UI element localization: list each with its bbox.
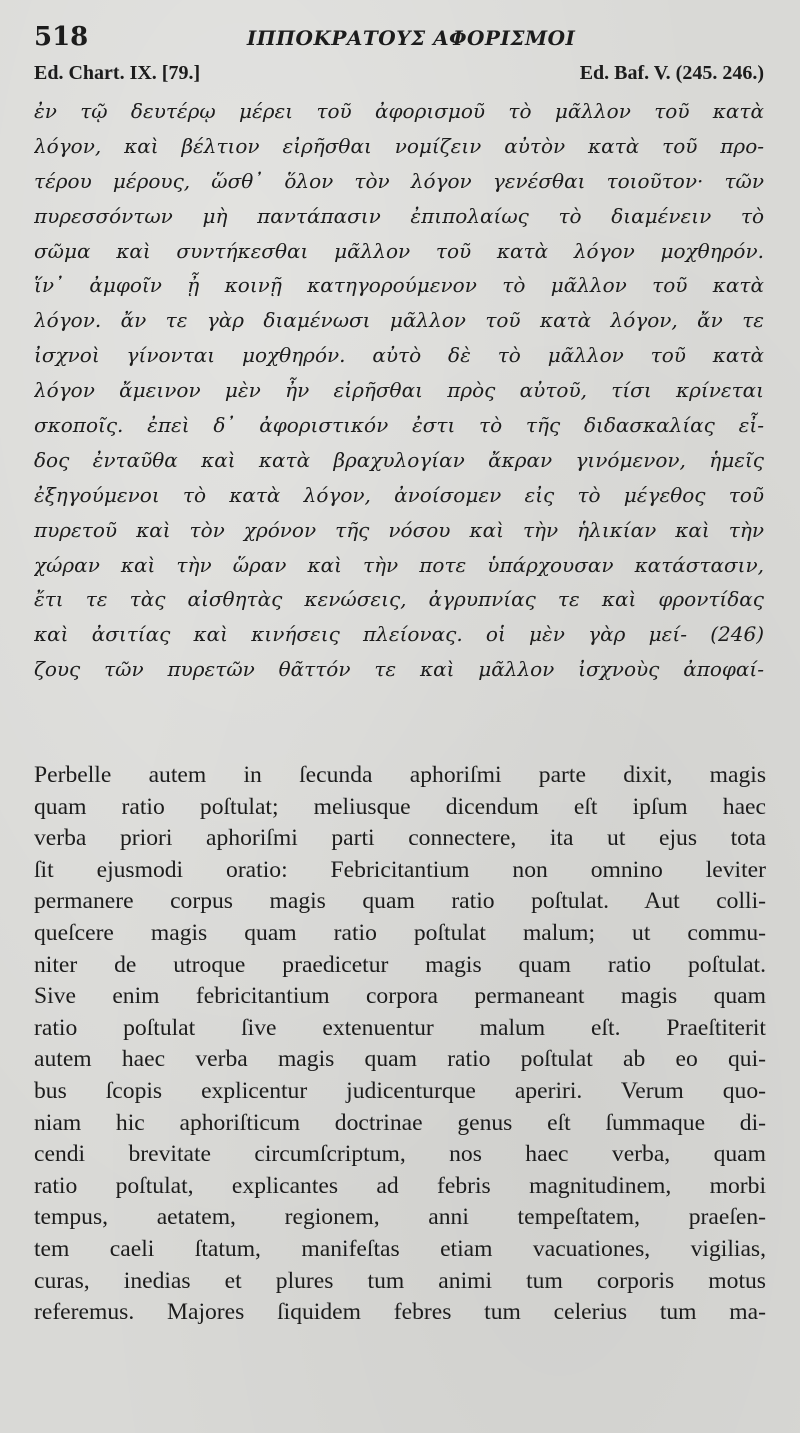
latin-line: niam hic aphoriſticum doctrinae genus eſt ſummaque di- [34,1109,766,1136]
page-number: 518 [34,22,89,52]
greek-line: σκοποῖς. ἐπεὶ δ᾽ ἀφοριστικόν ἐστι τὸ τῆς διδασκαλίας εἶ- [34,413,764,438]
latin-line: quam ratio poſtulat; meliusque dicendum eſt ipſum haec [34,793,766,820]
latin-line: tempus, aetatem, regionem, anni tempeſtatem, praeſen- [34,1204,766,1231]
latin-line: niter de utroque praedicetur magis quam ratio poſtulat. [34,951,766,978]
latin-line: bus ſcopis explicentur judicenturque aperiri. Verum quo- [34,1077,766,1104]
edition-references [34,62,764,85]
latin-line: autem haec verba magis quam ratio poſtulat ab eo qui- [34,1046,766,1073]
greek-line: δος ἐνταῦθα καὶ κατὰ βραχυλογίαν ἄκραν γινόμενον, ἡμεῖς [34,447,764,472]
latin-line: verba priori aphoriſmi parti connectere, ita ut ejus tota [34,825,766,852]
greek-line: καὶ ἀσιτίας καὶ κινήσεις πλείονας. οἱ μὲν γὰρ μεί- (246) [34,622,764,647]
greek-line: πυρετοῦ καὶ τὸν χρόνον τῆς νόσου καὶ τὴν ἡλικίαν καὶ τὴν [34,517,764,542]
greek-line: λόγον. ἄν τε γὰρ διαμένωσι μᾶλλον τοῦ κατὰ λόγον, ἄν τε [34,308,764,333]
greek-line: ζους τῶν πυρετῶν θᾶττόν τε καὶ μᾶλλον ἰσχνοὺς ἀποφαί- [34,657,764,682]
greek-line: λόγον ἄμεινον μὲν ἦν εἰρῆσθαι πρὸς αὐτοῦ, τίσι κρίνεται [34,378,764,403]
page-header [34,22,764,52]
latin-line: Perbelle autem in ſecunda aphoriſmi parte dixit, magis [34,762,766,788]
latin-line: tem caeli ſtatum, manifeſtas etiam vacuationes, vigilias, [34,1235,766,1262]
greek-line: ἰσχνοὶ γίνονται μοχθηρόν. αὐτὸ δὲ τὸ μᾶλλον τοῦ κατὰ [34,343,764,368]
latin-line: Sive enim febricitantium corpora permaneant magis quam [34,983,766,1010]
latin-line: ratio poſtulat ſive extenuentur malum eſt. Praeſtiterit [34,1014,766,1041]
edition-basel-reference: Ed. Baf. V. (245. 246.) [579,62,764,84]
latin-line: ſit ejusmodi oratio: Febricitantium non omnino leviter [34,856,766,883]
latin-text-block [34,760,766,1329]
greek-line: ἐξηγούμενοι τὸ κατὰ λόγον, ἀνοίσομεν εἰς τὸ μέγεθος τοῦ [34,482,764,507]
greek-line: πυρεσσόντων μὴ παντάπασιν ἐπιπολαίως τὸ διαμένειν τὸ [34,203,764,228]
latin-line: queſcere magis quam ratio poſtulat malum; ut commu- [34,919,766,946]
latin-line: permanere corpus magis quam ratio poſtulat. Aut colli- [34,888,766,915]
greek-line: σῶμα καὶ συντήκεσθαι μᾶλλον τοῦ κατὰ λόγον μοχθηρόν. [34,238,764,263]
latin-line: ratio poſtulat, explicantes ad febris magnitudinem, morbi [34,1172,766,1199]
greek-line: ἵν᾽ ἀμφοῖν ᾖ κοινῇ κατηγορούμενον τὸ μᾶλλον τοῦ κατὰ [34,273,764,298]
greek-line: ἐν τῷ δευτέρῳ μέρει τοῦ ἀφορισμοῦ τὸ μᾶλλον τοῦ κατὰ [34,99,764,123]
greek-line: τέρου μέρους, ὥσθ᾽ ὅλον τὸν λόγον γενέσθαι τοιοῦτον· τῶν [34,168,764,193]
edition-chart-reference: Ed. Chart. IX. [79.] [34,62,201,84]
latin-line: referemus. Majores ſiquidem febres tum celerius tum ma- [34,1299,766,1326]
greek-line: λόγον, καὶ βέλτιον εἰρῆσθαι νομίζειν αὐτὸν κατὰ τοῦ προ- [34,133,764,158]
greek-text-block [34,94,764,687]
greek-line: ἔτι τε τὰς αἰσθητὰς κενώσεις, ἀγρυπνίας τε καὶ φροντίδας [34,587,764,612]
latin-line: curas, inedias et plures tum animi tum corporis motus [34,1267,766,1294]
running-title: ΙΠΠΟΚΡΑΤΟΥΣ ΑΦΟΡΙΣΜΟΙ [246,26,576,50]
greek-line: χώραν καὶ τὴν ὥραν καὶ τὴν ποτε ὑπάρχουσαν κατάστασιν, [34,552,764,577]
latin-line: cendi brevitate circumſcriptum, nos haec verba, quam [34,1141,766,1168]
